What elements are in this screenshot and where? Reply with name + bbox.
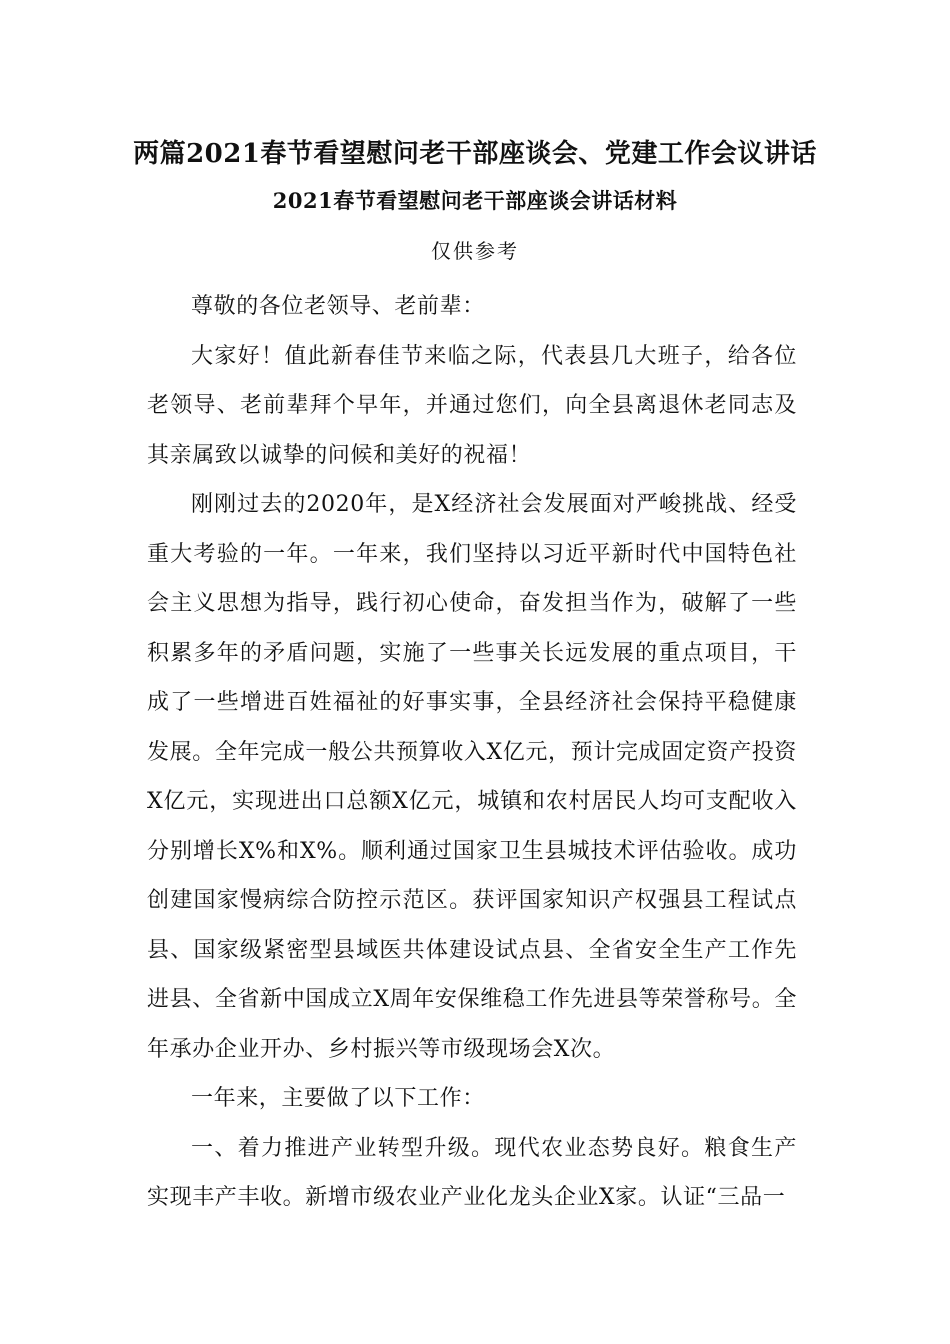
review-paragraph: 刚刚过去的2020年，是X经济社会发展面对严峻挑战、经受重大考验的一年。一年来，我们坚持以习近平新时代中国特色社会主义思想为指导，践行初心使命，奋发担当作为，破解了一些积累多年的矛盾问题，实施了一些事关长远发展的重点项目，干成了一些增进百姓福祉的好事实事，全县经济社会保持平稳健康发展。全年完成一般公共预算收入X亿元，预计完成固定资产投资X亿元，实现进出口总额X亿元，城镇和农村居民人均可支配收入分别增长X%和X%。顺利通过国家卫生县城技术评估验收。成功创建国家慢病综合防控示范区。获评国家知识产权强县工程试点县、国家级紧密型县域医共体建设试点县、全省安全生产工作先进县、全省新中国成立X周年安保维稳工作先进县等荣誉称号。全年承办企业开办、乡村振兴等市级现场会X次。 (147, 492, 797, 1062)
document-subtitle: 2021春节看望慰问老干部座谈会讲话材料 (272, 188, 678, 213)
document-title: 两篇2021春节看望慰问老干部座谈会、党建工作会议讲话 (133, 139, 817, 169)
salutation-paragraph: 尊敬的各位老领导、老前辈： (191, 294, 485, 319)
greeting-paragraph: 大家好！值此新春佳节来临之际，代表县几大班子，给各位老领导、老前辈拜个早年，并通过您们，向全县离退休老同志及其亲属致以诚挚的问候和美好的祝福！ (147, 343, 797, 468)
document-body (147, 282, 797, 1223)
work-intro-paragraph: 一年来，主要做了以下工作： (191, 1086, 485, 1111)
industry-paragraph: 一、着力推进产业转型升级。现代农业态势良好。粮食生产实现丰产丰收。新增市级农业产业化龙头企业X家。认证“三品一 (147, 1135, 797, 1210)
reference-note: 仅供参考 (431, 239, 519, 263)
